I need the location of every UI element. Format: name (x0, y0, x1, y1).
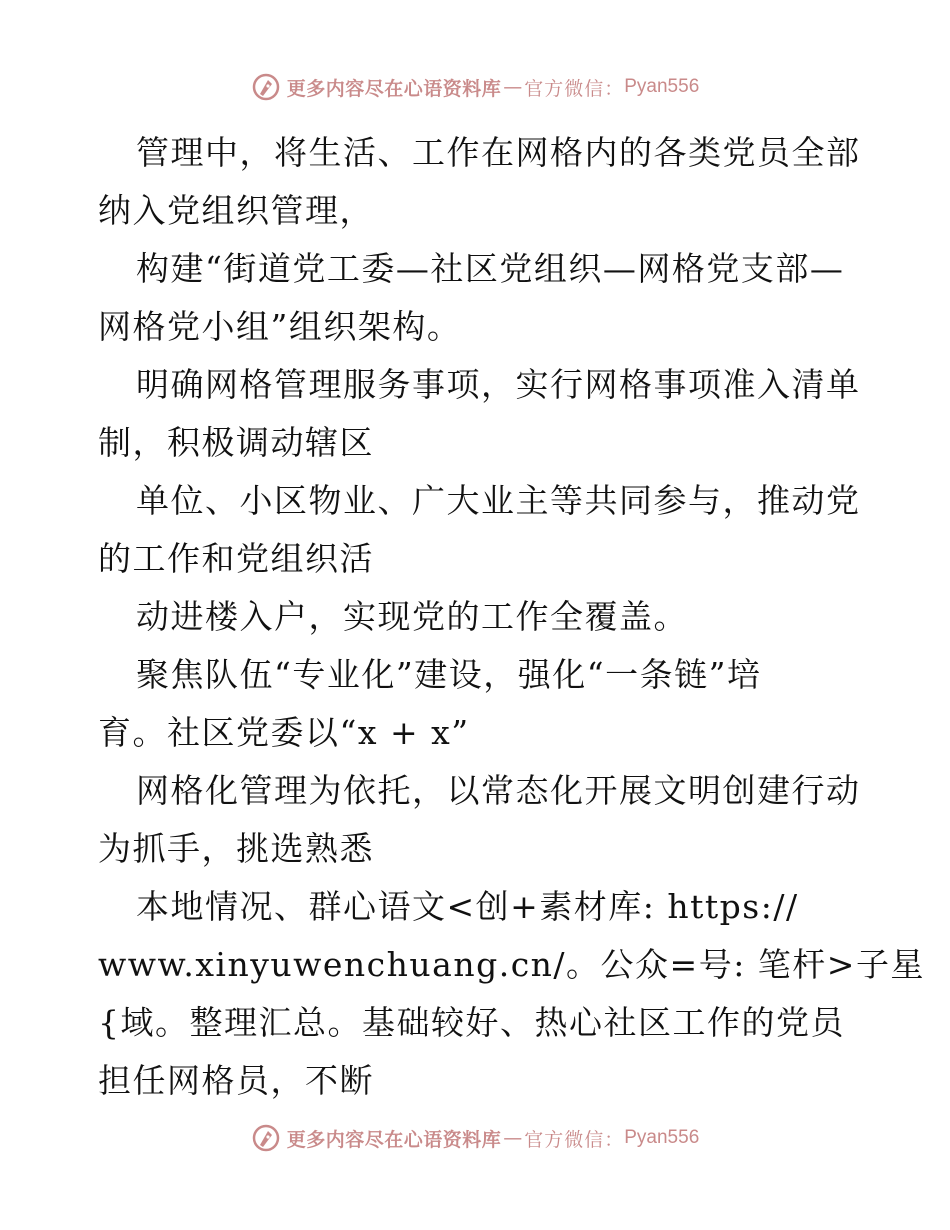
text-line: 的工作和党组织活 (98, 539, 374, 578)
pen-nib-circle-icon (251, 1123, 281, 1153)
text-line: 单位、小区物业、广大业主等共同参与，推动党 (136, 481, 861, 520)
watermark-wechat-id: Pyan556 (624, 1127, 700, 1148)
watermark-wechat-label: 官方微信： (524, 1128, 625, 1151)
text-line: 制，积极调动辖区 (98, 423, 374, 462)
watermark-separator: — (503, 76, 523, 98)
watermark-separator: — (503, 1127, 523, 1149)
watermark-wechat-label: 官方微信： (524, 77, 625, 100)
pen-nib-circle-icon (251, 72, 281, 102)
text-line: 网格化管理为依托，以常态化开展文明创建行动 (136, 771, 861, 810)
watermark-brand: 更多内容尽在心语资料库 (286, 1128, 502, 1151)
document-body (98, 124, 925, 1110)
text-line: 担任网格员，不断 (98, 1061, 374, 1100)
text-line: 明确网格管理服务事项，实行网格事项准入清单 (136, 365, 861, 404)
header-watermark (0, 72, 950, 102)
text-line: 聚焦队伍“专业化”建设，强化“一条链”培 (136, 655, 762, 694)
text-line: 构建“街道党工委—社区党组织—网格党支部— (136, 249, 845, 288)
footer-watermark (0, 1123, 950, 1153)
text-line: {域。整理汇总。基础较好、热心社区工作的党员 (98, 1003, 845, 1042)
watermark-brand: 更多内容尽在心语资料库 (286, 77, 502, 100)
text-line: 管理中，将生活、工作在网格内的各类党员全部 (136, 133, 861, 172)
text-line: 动进楼入户，实现党的工作全覆盖。 (136, 597, 688, 636)
text-line: 育。社区党委以“x + x” (98, 713, 470, 752)
watermark-wechat-id: Pyan556 (624, 76, 700, 97)
text-line: 为抓手，挑选熟悉 (98, 829, 374, 868)
text-line: 网格党小组”组织架构。 (98, 307, 462, 346)
text-line: 纳入党组织管理， (98, 191, 374, 230)
text-line: www.xinyuwenchuang.cn/。公众=号: 笔杆>子星 (98, 945, 925, 984)
text-line: 本地情况、群心语文<创+素材库: https:// (136, 887, 799, 926)
